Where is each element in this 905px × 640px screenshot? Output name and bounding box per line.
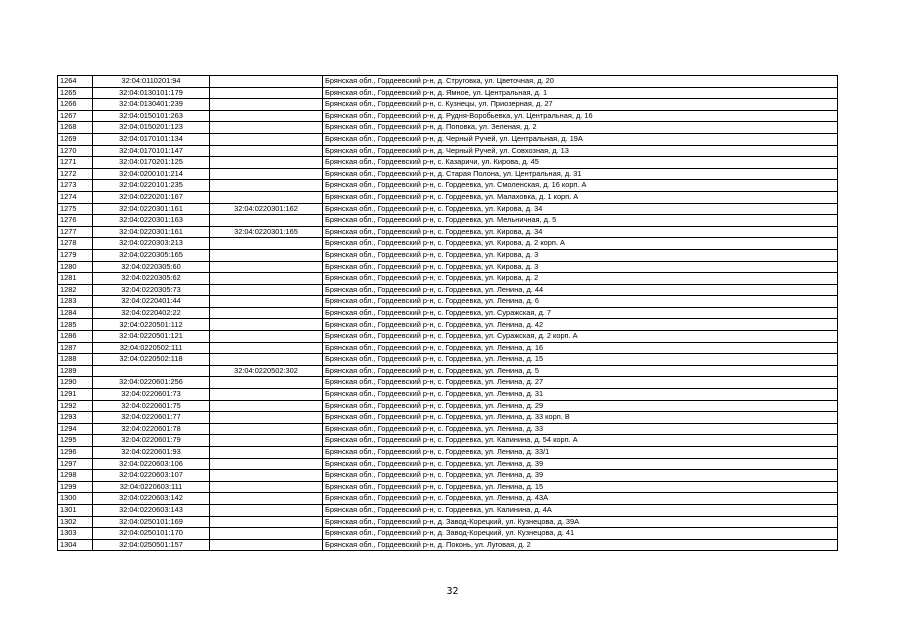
cadastral-number-cell: 32:04:0150101:263 (93, 110, 210, 122)
address-cell: Брянская обл., Гордеевский р-н, д. Ямное, ул. Центральная, д. 1 (323, 87, 838, 99)
registry-table-body (58, 76, 838, 551)
cadastral-number-cell: 32:04:0220401:44 (93, 296, 210, 308)
cadastral-number-cell: 32:04:0220603:143 (93, 504, 210, 516)
cadastral-number-cell: 32:04:0220501:112 (93, 319, 210, 331)
address-cell: Брянская обл., Гордеевский р-н, с. Гордеевка, ул. Калинина, д. 54 корп. А (323, 435, 838, 447)
related-cadastral-number-cell (210, 319, 323, 331)
related-cadastral-number-cell (210, 168, 323, 180)
address-cell: Брянская обл., Гордеевский р-н, с. Гордеевка, ул. Ленина, д. 44 (323, 284, 838, 296)
row-number-cell: 1284 (58, 307, 93, 319)
address-cell: Брянская обл., Гордеевский р-н, с. Гордеевка, ул. Смоленская, д. 16 корп. А (323, 180, 838, 192)
row-number-cell: 1292 (58, 400, 93, 412)
table-row (58, 493, 838, 505)
row-number-cell: 1267 (58, 110, 93, 122)
address-cell: Брянская обл., Гордеевский р-н, д. Завод-Корецкий, ул. Кузнецова, д. 39А (323, 516, 838, 528)
related-cadastral-number-cell (210, 400, 323, 412)
cadastral-number-cell: 32:04:0110201:94 (93, 76, 210, 88)
cadastral-number-cell: 32:04:0220301:163 (93, 215, 210, 227)
related-cadastral-number-cell (210, 133, 323, 145)
row-number-cell: 1265 (58, 87, 93, 99)
table-row (58, 99, 838, 111)
address-cell: Брянская обл., Гордеевский р-н, с. Гордеевка, ул. Мельничная, д. 5 (323, 215, 838, 227)
row-number-cell: 1264 (58, 76, 93, 88)
row-number-cell: 1276 (58, 215, 93, 227)
related-cadastral-number-cell (210, 145, 323, 157)
related-cadastral-number-cell (210, 412, 323, 424)
table-row (58, 528, 838, 540)
row-number-cell: 1297 (58, 458, 93, 470)
related-cadastral-number-cell: 32:04:0220502:302 (210, 365, 323, 377)
table-row (58, 238, 838, 250)
table-row (58, 412, 838, 424)
related-cadastral-number-cell (210, 389, 323, 401)
related-cadastral-number-cell (210, 342, 323, 354)
address-cell: Брянская обл., Гордеевский р-н, с. Гордеевка, ул. Ленина, д. 15 (323, 354, 838, 366)
address-cell: Брянская обл., Гордеевский р-н, д. Поповка, ул. Зеленая, д. 2 (323, 122, 838, 134)
address-cell: Брянская обл., Гордеевский р-н, с. Гордеевка, ул. Ленина, д. 39 (323, 470, 838, 482)
cadastral-number-cell: 32:04:0220601:93 (93, 447, 210, 459)
address-cell: Брянская обл., Гордеевский р-н, с. Гордеевка, ул. Кирова, д. 3 (323, 249, 838, 261)
address-cell: Брянская обл., Гордеевский р-н, с. Гордеевка, ул. Малаховка, д. 1 корп. А (323, 191, 838, 203)
cadastral-number-cell: 32:04:0220305:73 (93, 284, 210, 296)
row-number-cell: 1280 (58, 261, 93, 273)
related-cadastral-number-cell: 32:04:0220301:162 (210, 203, 323, 215)
related-cadastral-number-cell (210, 331, 323, 343)
related-cadastral-number-cell (210, 447, 323, 459)
address-cell: Брянская обл., Гордеевский р-н, с. Гордеевка, ул. Кирова, д. 34 (323, 226, 838, 238)
table-row (58, 331, 838, 343)
related-cadastral-number-cell (210, 87, 323, 99)
cadastral-number-cell (93, 365, 210, 377)
row-number-cell: 1300 (58, 493, 93, 505)
row-number-cell: 1295 (58, 435, 93, 447)
table-row (58, 400, 838, 412)
address-cell: Брянская обл., Гордеевский р-н, с. Гордеевка, ул. Ленина, д. 15 (323, 481, 838, 493)
cadastral-number-cell: 32:04:0220603:111 (93, 481, 210, 493)
cadastral-number-cell: 32:04:0150201:123 (93, 122, 210, 134)
cadastral-number-cell: 32:04:0220305:62 (93, 273, 210, 285)
row-number-cell: 1298 (58, 470, 93, 482)
table-row (58, 539, 838, 551)
table-row (58, 307, 838, 319)
cadastral-number-cell: 32:04:0220601:78 (93, 423, 210, 435)
table-row (58, 122, 838, 134)
table-row (58, 435, 838, 447)
address-cell: Брянская обл., Гордеевский р-н, д. Черный Ручей, ул. Совхозная, д. 13 (323, 145, 838, 157)
cadastral-number-cell: 32:04:0250501:157 (93, 539, 210, 551)
cadastral-number-cell: 32:04:0220402:22 (93, 307, 210, 319)
related-cadastral-number-cell (210, 157, 323, 169)
address-cell: Брянская обл., Гордеевский р-н, д. Старая Полона, ул. Центральная, д. 31 (323, 168, 838, 180)
address-cell: Брянская обл., Гордеевский р-н, с. Гордеевка, ул. Ленина, д. 27 (323, 377, 838, 389)
table-row (58, 284, 838, 296)
cadastral-number-cell: 32:04:0170101:147 (93, 145, 210, 157)
related-cadastral-number-cell (210, 481, 323, 493)
row-number-cell: 1266 (58, 99, 93, 111)
related-cadastral-number-cell (210, 110, 323, 122)
row-number-cell: 1277 (58, 226, 93, 238)
row-number-cell: 1304 (58, 539, 93, 551)
related-cadastral-number-cell: 32:04:0220301:165 (210, 226, 323, 238)
row-number-cell: 1290 (58, 377, 93, 389)
table-row (58, 226, 838, 238)
cadastral-number-cell: 32:04:0220301:161 (93, 226, 210, 238)
table-row (58, 516, 838, 528)
cadastral-number-cell: 32:04:0220201:167 (93, 191, 210, 203)
related-cadastral-number-cell (210, 284, 323, 296)
row-number-cell: 1301 (58, 504, 93, 516)
table-row (58, 261, 838, 273)
cadastral-number-cell: 32:04:0220603:107 (93, 470, 210, 482)
address-cell: Брянская обл., Гордеевский р-н, с. Гордеевка, ул. Суражская, д. 7 (323, 307, 838, 319)
row-number-cell: 1291 (58, 389, 93, 401)
row-number-cell: 1293 (58, 412, 93, 424)
address-cell: Брянская обл., Гордеевский р-н, д. Поконь, ул. Луговая, д. 2 (323, 539, 838, 551)
row-number-cell: 1288 (58, 354, 93, 366)
row-number-cell: 1278 (58, 238, 93, 250)
page-number: 32 (446, 586, 459, 597)
row-number-cell: 1273 (58, 180, 93, 192)
address-cell: Брянская обл., Гордеевский р-н, с. Гордеевка, ул. Ленина, д. 42 (323, 319, 838, 331)
address-cell: Брянская обл., Гордеевский р-н, с. Гордеевка, ул. Кирова, д. 2 корп. А (323, 238, 838, 250)
address-cell: Брянская обл., Гордеевский р-н, с. Гордеевка, ул. Ленина, д. 31 (323, 389, 838, 401)
related-cadastral-number-cell (210, 539, 323, 551)
related-cadastral-number-cell (210, 377, 323, 389)
table-row (58, 87, 838, 99)
cadastral-number-cell: 32:04:0130401:239 (93, 99, 210, 111)
table-row (58, 215, 838, 227)
address-cell: Брянская обл., Гордеевский р-н, с. Гордеевка, ул. Кирова, д. 3 (323, 261, 838, 273)
address-cell: Брянская обл., Гордеевский р-н, с. Кузнецы, ул. Приозерная, д. 27 (323, 99, 838, 111)
row-number-cell: 1275 (58, 203, 93, 215)
related-cadastral-number-cell (210, 435, 323, 447)
table-row (58, 249, 838, 261)
related-cadastral-number-cell (210, 493, 323, 505)
row-number-cell: 1302 (58, 516, 93, 528)
table-row (58, 504, 838, 516)
cadastral-number-cell: 32:04:0220301:161 (93, 203, 210, 215)
related-cadastral-number-cell (210, 261, 323, 273)
cadastral-number-cell: 32:04:0220305:60 (93, 261, 210, 273)
row-number-cell: 1268 (58, 122, 93, 134)
row-number-cell: 1289 (58, 365, 93, 377)
table-row (58, 191, 838, 203)
address-cell: Брянская обл., Гордеевский р-н, с. Гордеевка, ул. Калинина, д. 4А (323, 504, 838, 516)
row-number-cell: 1271 (58, 157, 93, 169)
table-row (58, 168, 838, 180)
table-row (58, 354, 838, 366)
row-number-cell: 1286 (58, 331, 93, 343)
related-cadastral-number-cell (210, 238, 323, 250)
row-number-cell: 1296 (58, 447, 93, 459)
address-cell: Брянская обл., Гордеевский р-н, с. Гордеевка, ул. Кирова, д. 2 (323, 273, 838, 285)
cadastral-number-cell: 32:04:0220303:213 (93, 238, 210, 250)
table-row (58, 377, 838, 389)
cadastral-number-cell: 32:04:0200101:214 (93, 168, 210, 180)
related-cadastral-number-cell (210, 504, 323, 516)
table-row (58, 365, 838, 377)
property-registry-table (57, 75, 838, 551)
cadastral-number-cell: 32:04:0220305:165 (93, 249, 210, 261)
row-number-cell: 1281 (58, 273, 93, 285)
table-row (58, 319, 838, 331)
cadastral-number-cell: 32:04:0220501:121 (93, 331, 210, 343)
row-number-cell: 1285 (58, 319, 93, 331)
related-cadastral-number-cell (210, 76, 323, 88)
row-number-cell: 1303 (58, 528, 93, 540)
table-row (58, 447, 838, 459)
table-row (58, 133, 838, 145)
cadastral-number-cell: 32:04:0220101:235 (93, 180, 210, 192)
address-cell: Брянская обл., Гордеевский р-н, с. Гордеевка, ул. Ленина, д. 5 (323, 365, 838, 377)
row-number-cell: 1272 (58, 168, 93, 180)
address-cell: Брянская обл., Гордеевский р-н, д. Завод-Корецкий, ул. Кузнецова, д. 41 (323, 528, 838, 540)
cadastral-number-cell: 32:04:0220502:111 (93, 342, 210, 354)
address-cell: Брянская обл., Гордеевский р-н, с. Гордеевка, ул. Ленина, д. 33 корп. В (323, 412, 838, 424)
address-cell: Брянская обл., Гордеевский р-н, д. Черный Ручей, ул. Центральная, д. 19А (323, 133, 838, 145)
cadastral-number-cell: 32:04:0170101:134 (93, 133, 210, 145)
related-cadastral-number-cell (210, 122, 323, 134)
related-cadastral-number-cell (210, 191, 323, 203)
related-cadastral-number-cell (210, 458, 323, 470)
table-row (58, 481, 838, 493)
row-number-cell: 1299 (58, 481, 93, 493)
row-number-cell: 1270 (58, 145, 93, 157)
address-cell: Брянская обл., Гордеевский р-н, с. Гордеевка, ул. Ленина, д. 16 (323, 342, 838, 354)
cadastral-number-cell: 32:04:0250101:169 (93, 516, 210, 528)
related-cadastral-number-cell (210, 354, 323, 366)
related-cadastral-number-cell (210, 307, 323, 319)
address-cell: Брянская обл., Гордеевский р-н, с. Гордеевка, ул. Ленина, д. 39 (323, 458, 838, 470)
cadastral-number-cell: 32:04:0220502:118 (93, 354, 210, 366)
table-row (58, 203, 838, 215)
related-cadastral-number-cell (210, 296, 323, 308)
table-row (58, 470, 838, 482)
address-cell: Брянская обл., Гордеевский р-н, с. Гордеевка, ул. Кирова, д. 34 (323, 203, 838, 215)
table-row (58, 110, 838, 122)
cadastral-number-cell: 32:04:0220603:106 (93, 458, 210, 470)
cadastral-number-cell: 32:04:0220603:142 (93, 493, 210, 505)
address-cell: Брянская обл., Гордеевский р-н, с. Гордеевка, ул. Ленина, д. 6 (323, 296, 838, 308)
cadastral-number-cell: 32:04:0220601:75 (93, 400, 210, 412)
row-number-cell: 1287 (58, 342, 93, 354)
row-number-cell: 1282 (58, 284, 93, 296)
row-number-cell: 1274 (58, 191, 93, 203)
cadastral-number-cell: 32:04:0220601:77 (93, 412, 210, 424)
cadastral-number-cell: 32:04:0220601:256 (93, 377, 210, 389)
table-row (58, 342, 838, 354)
table-row (58, 157, 838, 169)
table-row (58, 76, 838, 88)
related-cadastral-number-cell (210, 273, 323, 285)
cadastral-number-cell: 32:04:0220601:73 (93, 389, 210, 401)
row-number-cell: 1294 (58, 423, 93, 435)
address-cell: Брянская обл., Гордеевский р-н, с. Гордеевка, ул. Суражская, д. 2 корп. А (323, 331, 838, 343)
address-cell: Брянская обл., Гордеевский р-н, с. Казаричи, ул. Кирова, д. 45 (323, 157, 838, 169)
address-cell: Брянская обл., Гордеевский р-н, д. Струговка, ул. Цветочная, д. 20 (323, 76, 838, 88)
table-row (58, 273, 838, 285)
table-row (58, 423, 838, 435)
row-number-cell: 1269 (58, 133, 93, 145)
related-cadastral-number-cell (210, 470, 323, 482)
address-cell: Брянская обл., Гордеевский р-н, с. Гордеевка, ул. Ленина, д. 43А (323, 493, 838, 505)
cadastral-number-cell: 32:04:0170201:125 (93, 157, 210, 169)
table-row (58, 389, 838, 401)
table-row (58, 180, 838, 192)
related-cadastral-number-cell (210, 215, 323, 227)
related-cadastral-number-cell (210, 99, 323, 111)
row-number-cell: 1283 (58, 296, 93, 308)
related-cadastral-number-cell (210, 516, 323, 528)
related-cadastral-number-cell (210, 180, 323, 192)
address-cell: Брянская обл., Гордеевский р-н, д. Рудня-Воробьевка, ул. Центральная, д. 16 (323, 110, 838, 122)
related-cadastral-number-cell (210, 423, 323, 435)
address-cell: Брянская обл., Гордеевский р-н, с. Гордеевка, ул. Ленина, д. 33/1 (323, 447, 838, 459)
cadastral-number-cell: 32:04:0220601:79 (93, 435, 210, 447)
related-cadastral-number-cell (210, 528, 323, 540)
cadastral-number-cell: 32:04:0130101:179 (93, 87, 210, 99)
related-cadastral-number-cell (210, 249, 323, 261)
address-cell: Брянская обл., Гордеевский р-н, с. Гордеевка, ул. Ленина, д. 33 (323, 423, 838, 435)
address-cell: Брянская обл., Гордеевский р-н, с. Гордеевка, ул. Ленина, д. 29 (323, 400, 838, 412)
cadastral-number-cell: 32:04:0250101:170 (93, 528, 210, 540)
table-row (58, 296, 838, 308)
table-row (58, 145, 838, 157)
table-row (58, 458, 838, 470)
row-number-cell: 1279 (58, 249, 93, 261)
